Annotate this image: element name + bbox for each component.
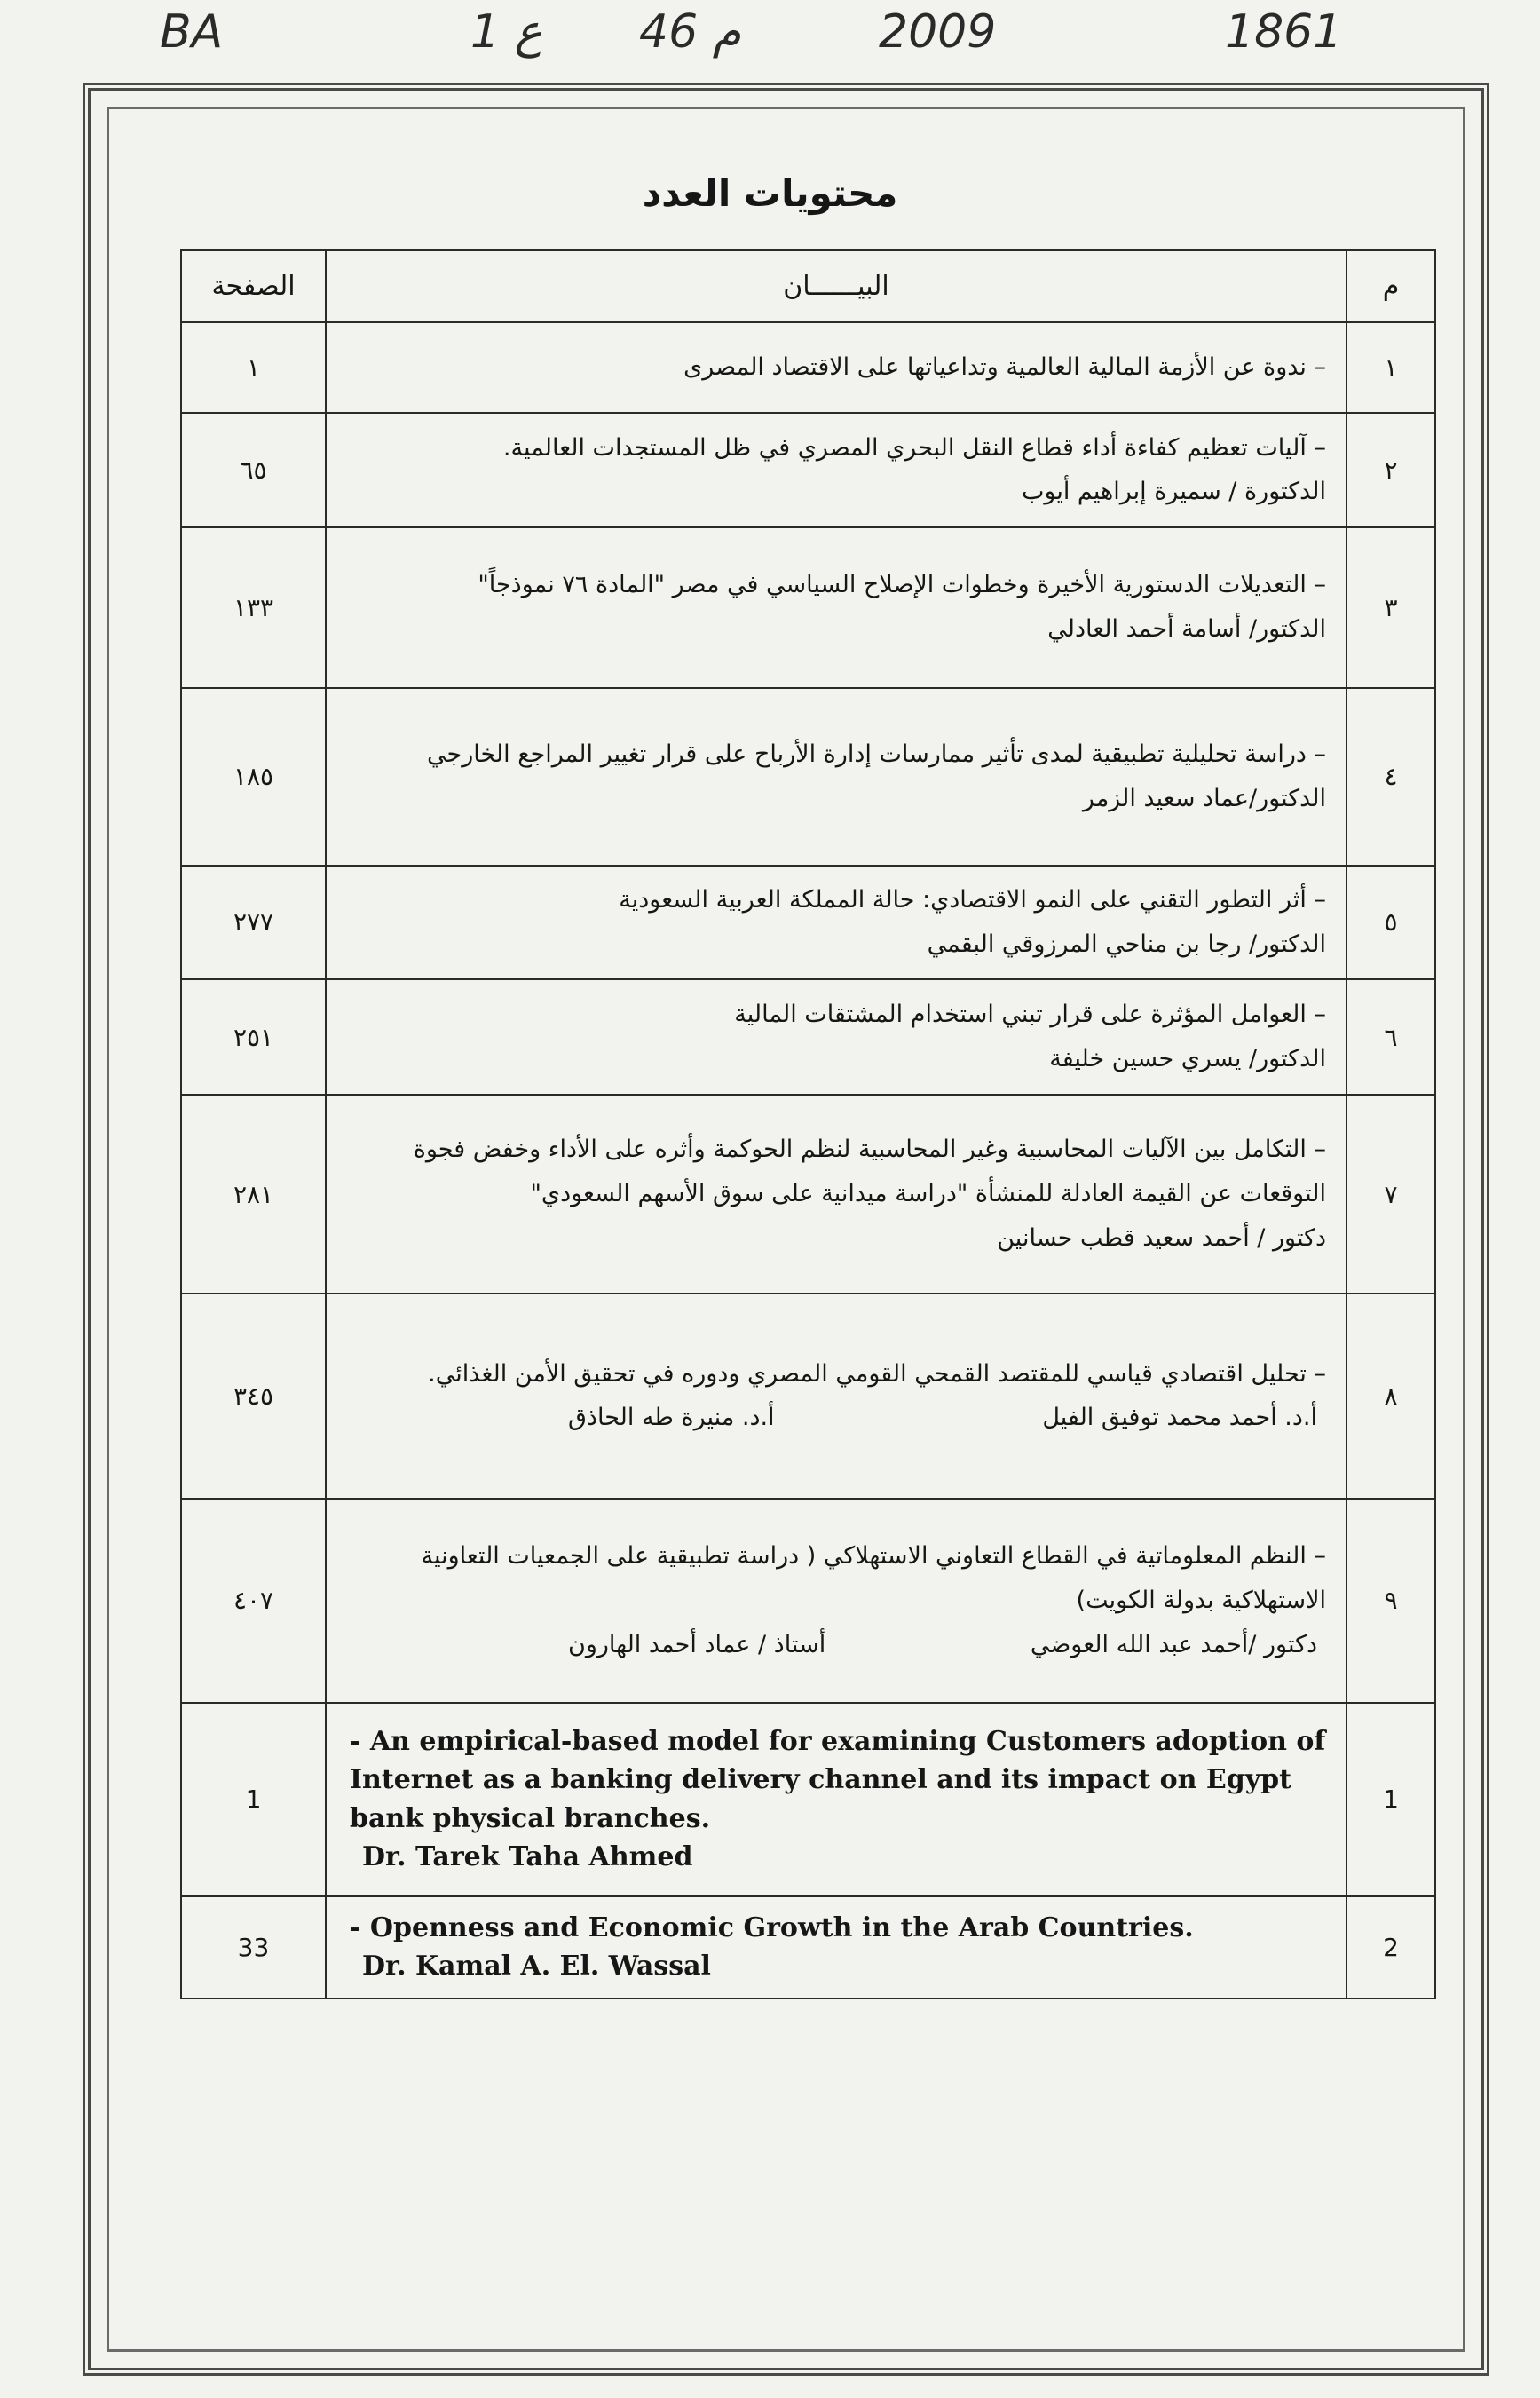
article-author: أ.د. منيرة طه الحاذق	[568, 1404, 775, 1432]
article-entry	[326, 688, 1347, 866]
row-number: ١	[1347, 322, 1435, 413]
page-number: ١٨٥	[181, 688, 326, 866]
table-header-row	[181, 250, 1435, 322]
article-title: – تحليل اقتصادي قياسي للمقتصد القمحي القومي المصري ودوره في تحقيق الأمن الغذائي.	[428, 1359, 1326, 1388]
row-number: ٢	[1347, 413, 1435, 526]
table-row	[181, 688, 1435, 866]
page-number: ١	[181, 322, 326, 413]
row-number: ٩	[1347, 1499, 1435, 1703]
row-number: ٣	[1347, 527, 1435, 688]
article-entry	[326, 1499, 1347, 1703]
handnote-year: 2009	[879, 5, 997, 59]
handnote-serial: 1861	[1225, 5, 1343, 59]
article-entry	[326, 1095, 1347, 1294]
article-author: Dr. Tarek Taha Ahmed	[362, 1841, 693, 1873]
article-entry	[326, 866, 1347, 979]
article-author: الدكتور/ أسامة أحمد العادلي	[1047, 615, 1326, 644]
article-entry	[326, 1294, 1347, 1498]
article-title: – دراسة تحليلية تطبيقية لمدى تأثير ممارسات إدارة الأرباح على قرار تغيير المراجع الخارجي	[427, 740, 1326, 768]
handwritten-annotation	[133, 5, 1358, 67]
header-page: الصفحة	[181, 250, 326, 322]
page-title: محتويات العدد	[642, 171, 898, 215]
article-author: الدكتورة / سميرة إبراهيم أيوب	[1021, 478, 1326, 506]
article-author: أستاذ / عماد أحمد الهارون	[568, 1630, 826, 1658]
table-row	[181, 527, 1435, 688]
article-title: – آليات تعظيم كفاءة أداء قطاع النقل البحري المصري في ظل المستجدات العالمية.	[502, 433, 1326, 462]
article-author: دكتور /أحمد عبد الله العوضي	[1030, 1630, 1317, 1658]
article-author: الدكتور/عماد سعيد الزمر	[1082, 784, 1326, 812]
article-author: دكتور / أحمد سعيد قطب حسانين	[997, 1224, 1326, 1253]
page-number: ٦٥	[181, 413, 326, 526]
row-number: 2	[1347, 1896, 1435, 1998]
article-author: الدكتور/ يسري حسين خليفة	[1049, 1045, 1326, 1073]
handnote-code: BA	[160, 5, 224, 59]
page-number: ٢٨١	[181, 1095, 326, 1294]
page-number: 33	[181, 1896, 326, 1998]
article-entry	[326, 322, 1347, 413]
handnote-number: 1 ع	[470, 5, 542, 59]
article-title: - Openness and Economic Growth in the Arab Countries.	[350, 1911, 1194, 1943]
row-number: ٨	[1347, 1294, 1435, 1498]
page-number: 1	[181, 1703, 326, 1896]
article-entry	[326, 1896, 1347, 1998]
page-number: ٣٤٥	[181, 1294, 326, 1498]
row-number: 1	[1347, 1703, 1435, 1896]
table-row	[181, 1095, 1435, 1294]
table-row	[181, 1499, 1435, 1703]
article-title: – التكامل بين الآليات المحاسبية وغير المحاسبية لنظم الحوكمة وأثره على الأداء وخفض فجوة التوقعات عن القيمة العادلة للمنشأة "دراسة ميدانية على سوق الأسهم السعودي"	[413, 1136, 1326, 1208]
table-row	[181, 322, 1435, 413]
table-row	[181, 1703, 1435, 1896]
handnote-volume: 46 م	[639, 5, 741, 59]
table-row	[181, 1294, 1435, 1498]
article-entry	[326, 979, 1347, 1095]
table-row	[181, 979, 1435, 1095]
table-row	[181, 1896, 1435, 1998]
row-number: ٥	[1347, 866, 1435, 979]
article-title: – أثر التطور التقني على النمو الاقتصادي: حالة المملكة العربية السعودية	[619, 885, 1326, 914]
article-title: – ندوة عن الأزمة المالية العالمية وتداعياتها على الاقتصاد المصرى	[683, 353, 1326, 382]
article-title: - An empirical-based model for examining Customers adoption of Internet as a banking delivery channel and its impact on Egypt bank physical branches.	[350, 1725, 1326, 1834]
row-number: ٦	[1347, 979, 1435, 1095]
article-entry	[326, 413, 1347, 526]
article-title: – التعديلات الدستورية الأخيرة وخطوات الإصلاح السياسي في مصر "المادة ٧٦ نموذجاً"	[478, 571, 1326, 599]
row-number: ٤	[1347, 688, 1435, 866]
article-title: – العوامل المؤثرة على قرار تبني استخدام المشتقات المالية	[734, 1001, 1326, 1029]
header-number: م	[1347, 250, 1435, 322]
article-entry	[326, 527, 1347, 688]
table-row	[181, 413, 1435, 526]
article-entry	[326, 1703, 1347, 1896]
contents-table	[180, 249, 1436, 1999]
header-statement: البيــــــان	[326, 250, 1347, 322]
article-title: – النظم المعلوماتية في القطاع التعاوني الاستهلاكي ( دراسة تطبيقية على الجمعيات التعاونية الاستهلاكية بدولة الكويت)	[421, 1541, 1326, 1614]
page-number: ١٣٣	[181, 527, 326, 688]
page-number: ٢٧٧	[181, 866, 326, 979]
article-author: Dr. Kamal A. El. Wassal	[362, 1951, 711, 1983]
row-number: ٧	[1347, 1095, 1435, 1294]
table-row	[181, 866, 1435, 979]
article-authors	[346, 1396, 1326, 1440]
article-authors	[346, 1623, 1326, 1667]
article-author: الدكتور/ رجا بن مناحي المرزوقي البقمي	[927, 930, 1326, 958]
article-author: أ.د. أحمد محمد توفيق الفيل	[1042, 1404, 1317, 1432]
page-number: ٤٠٧	[181, 1499, 326, 1703]
page-number: ٢٥١	[181, 979, 326, 1095]
